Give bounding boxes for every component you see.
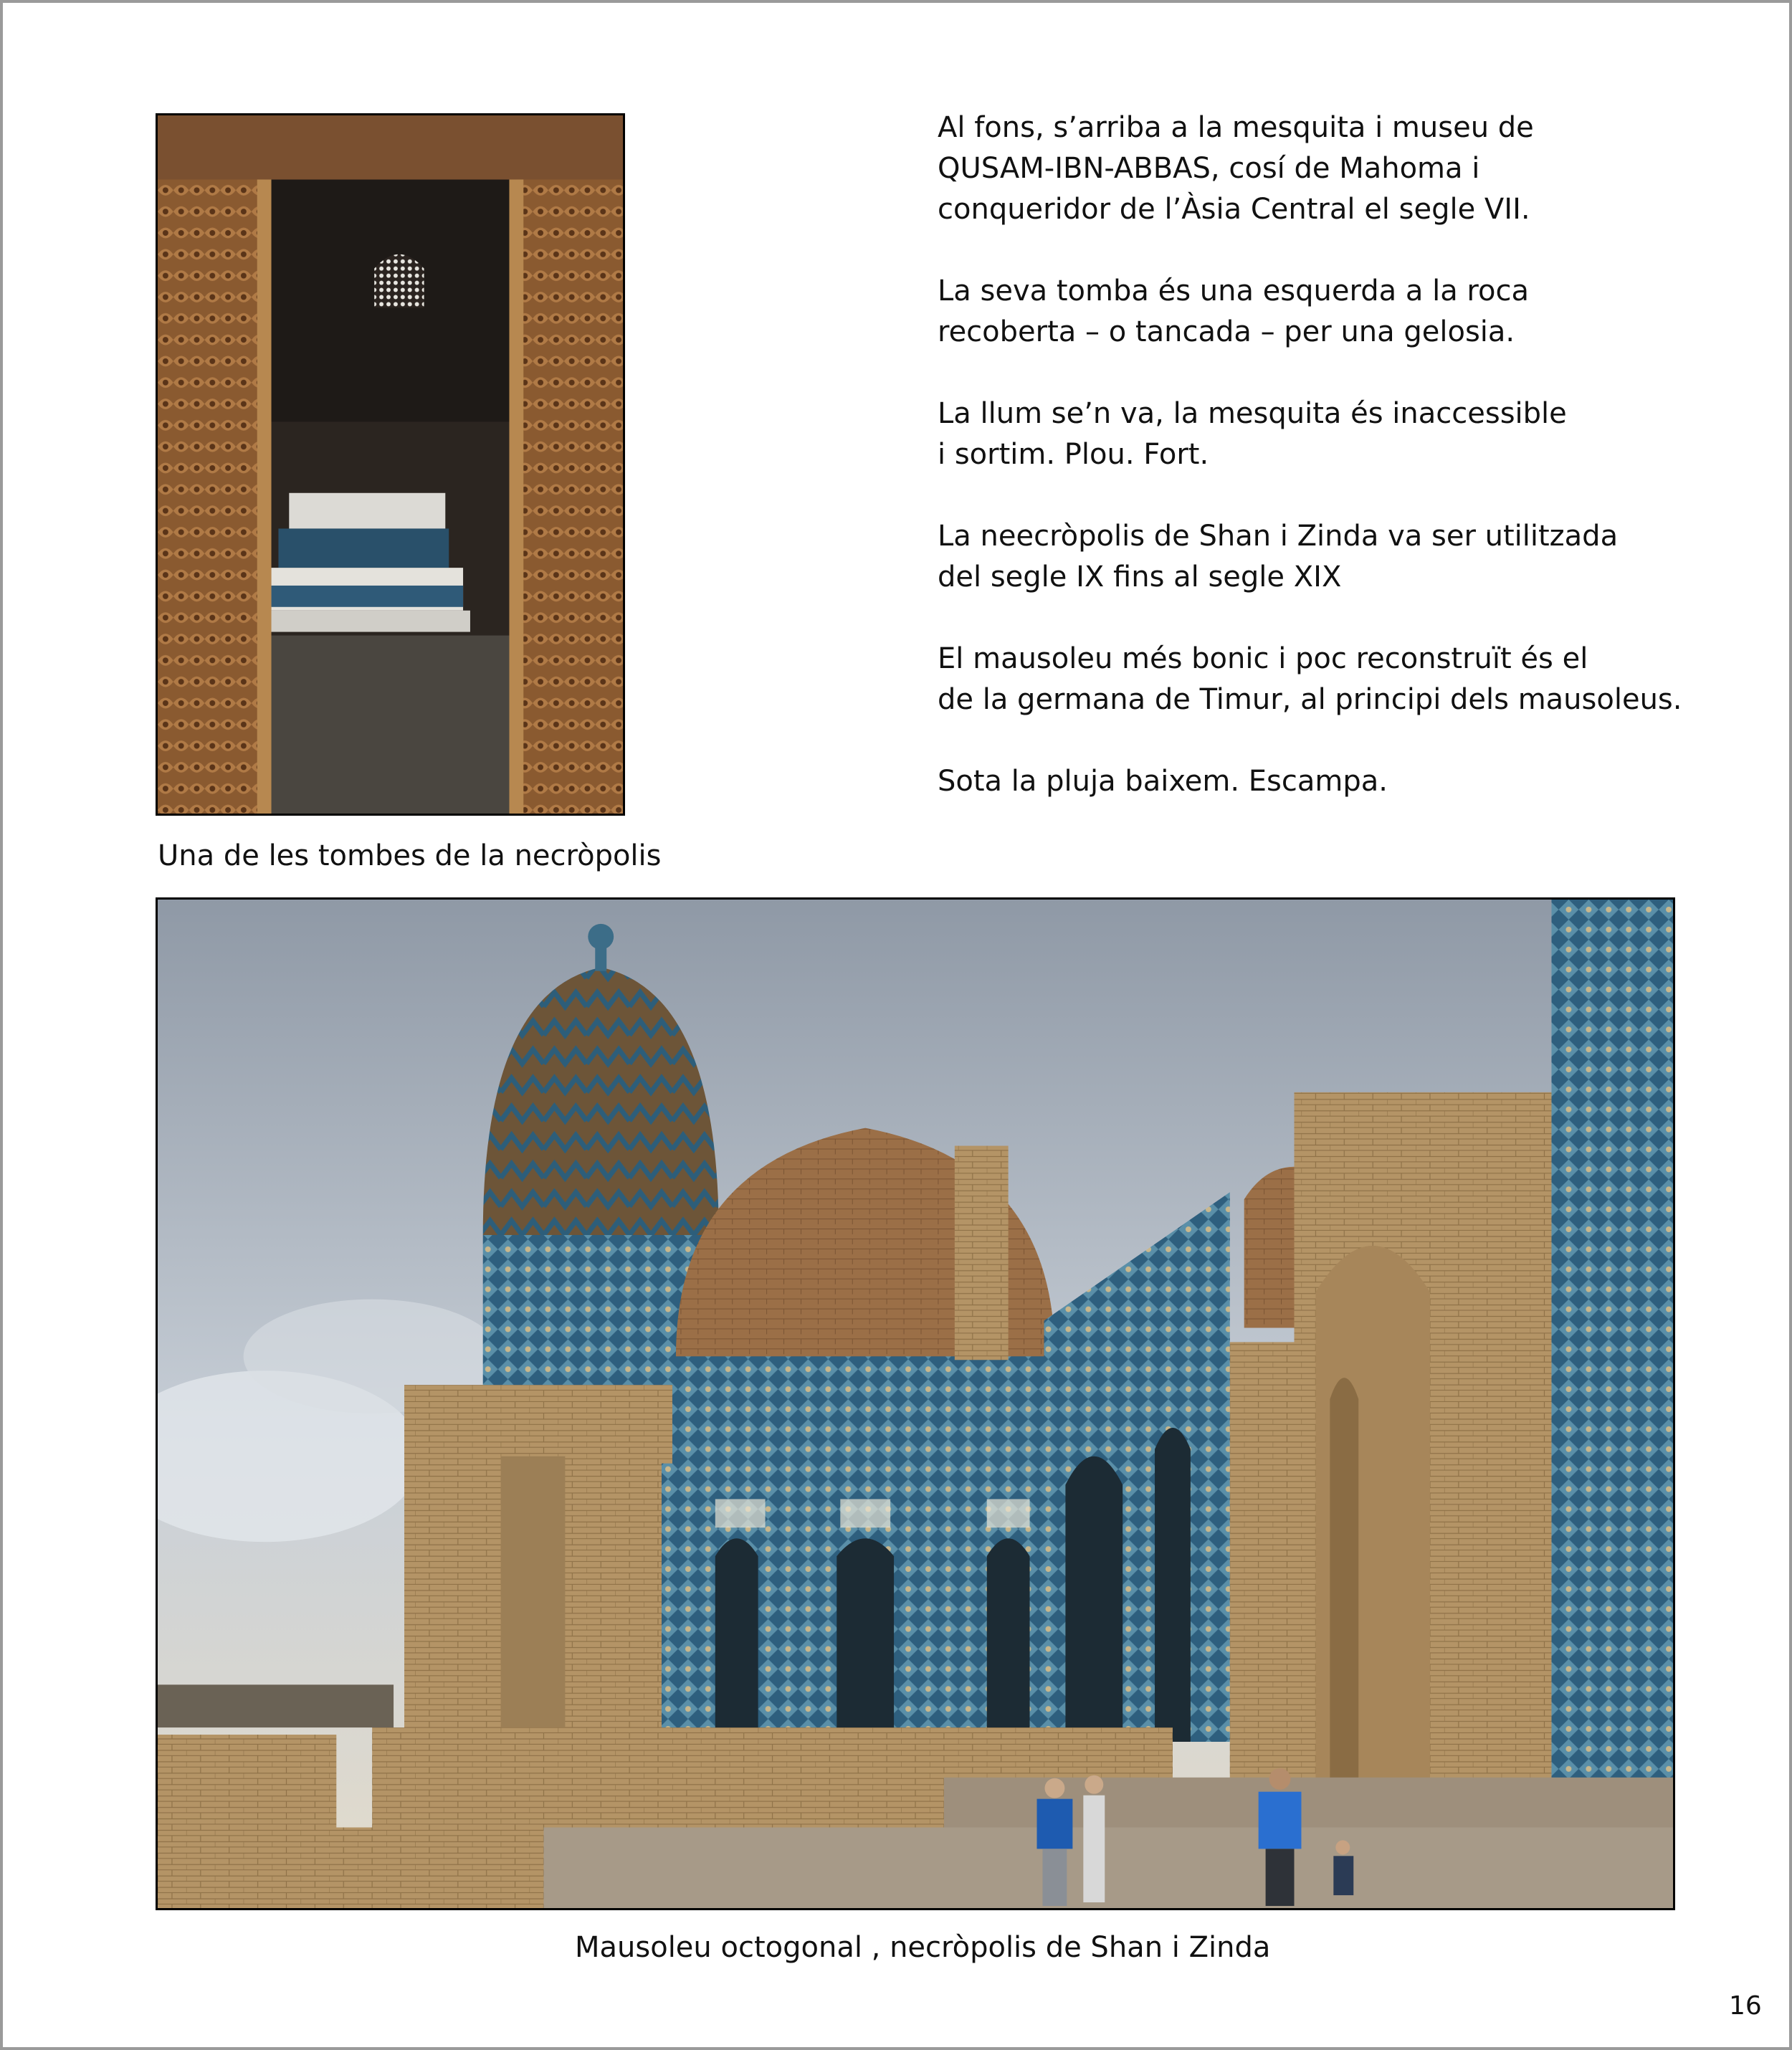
page-number: 16 (1729, 1991, 1762, 2021)
tomb-photo-graphic (158, 115, 623, 814)
paragraph (938, 271, 1748, 353)
paragraph (938, 516, 1748, 598)
paragraph (938, 108, 1748, 230)
text-line: QUSAM-IBN-ABBAS, cosí de Mahoma i (938, 152, 1480, 185)
text-line: de la germana de Timur, al principi dels mausoleus. (938, 683, 1682, 716)
mausoleum-caption: Mausoleu octogonal , necròpolis de Shan i Zinda (575, 1931, 1271, 1964)
text-line: recoberta – o tancada – per una gelosia. (938, 315, 1515, 348)
text-line: La seva tomba és una esquerda a la roca (938, 275, 1529, 308)
paragraph (938, 761, 1748, 802)
paragraph (938, 394, 1748, 475)
text-line: Sota la pluja baixem. Escampa. (938, 765, 1388, 798)
text-line: La llum se’n va, la mesquita és inaccessible (938, 397, 1567, 430)
mausoleum-photo (156, 897, 1675, 1910)
tomb-caption: Una de les tombes de la necròpolis (158, 839, 662, 872)
body-text (938, 108, 1748, 843)
text-line: del segle IX fins al segle XIX (938, 561, 1342, 593)
mausoleum-photo-graphic (158, 900, 1673, 1908)
tomb-photo (156, 113, 625, 816)
text-line: i sortim. Plou. Fort. (938, 438, 1209, 471)
text-line: La neecròpolis de Shan i Zinda va ser utilitzada (938, 520, 1619, 553)
text-line: Al fons, s’arriba a la mesquita i museu de (938, 111, 1534, 144)
text-line: conqueridor de l’Àsia Central el segle VII. (938, 193, 1530, 226)
paragraph (938, 639, 1748, 720)
text-line: El mausoleu més bonic i poc reconstruït és el (938, 642, 1588, 675)
